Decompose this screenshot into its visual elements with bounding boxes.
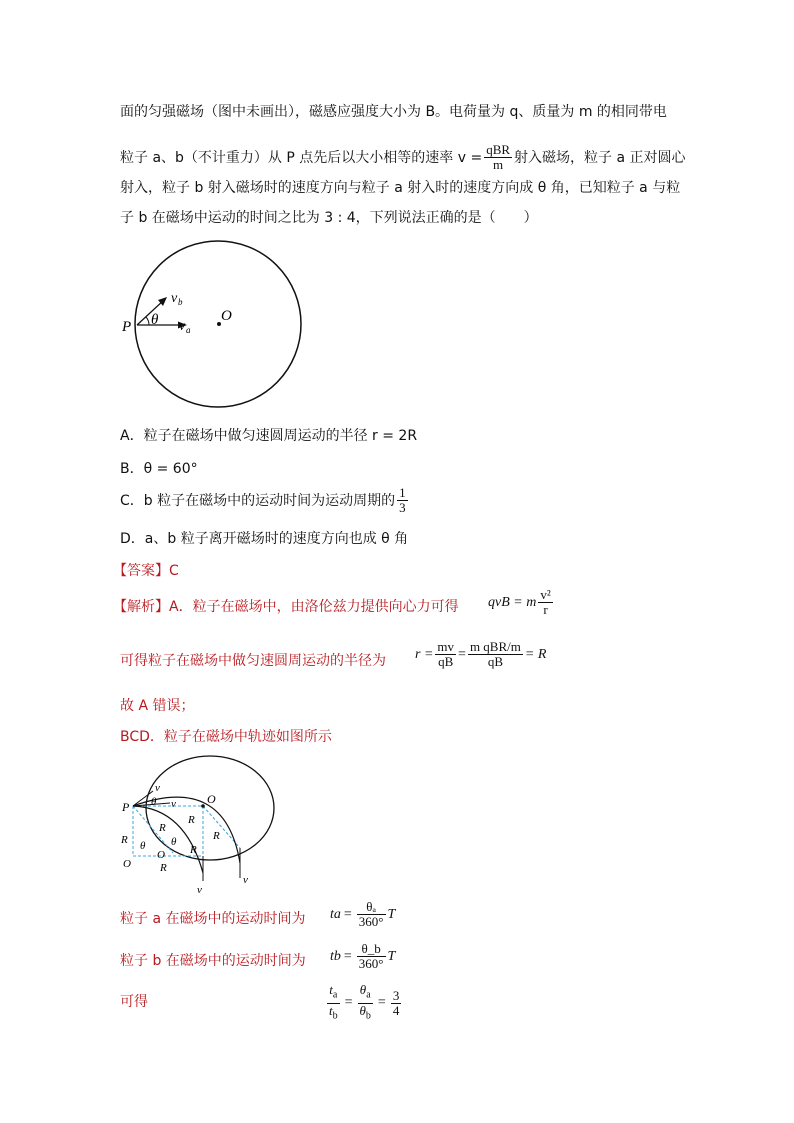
lorentz-formula-left: qvB = m bbox=[488, 594, 537, 610]
label-vb-sub: b bbox=[178, 297, 183, 307]
fig2-label-P: P bbox=[122, 800, 130, 814]
fig2-label-theta-a: θ bbox=[140, 840, 146, 852]
ratio-theta-b: $\theta_b$ bbox=[359, 1002, 371, 1022]
fig2-label-theta: θ bbox=[151, 796, 157, 808]
ratio-frac-theta bbox=[358, 983, 373, 1023]
ratio-formula: $\frac{t_a}{t_b}$ = $\frac{\theta_a}{\theta_b}$ = $\frac{3}{4}$ bbox=[329, 982, 400, 1022]
lorentz-num: v² bbox=[540, 587, 551, 602]
tb-lhs: t bbox=[330, 948, 334, 964]
fig2-label-R6: R bbox=[160, 862, 167, 874]
theta-arc bbox=[146, 317, 149, 325]
tb-text: 粒子 b 在磁场中的运动时间为 bbox=[120, 953, 306, 969]
tb-den: 360° bbox=[358, 956, 384, 971]
lorentz-formula bbox=[488, 588, 555, 617]
figure-2-trajectory-diagram bbox=[115, 753, 285, 898]
option-C-fraction bbox=[397, 486, 408, 515]
option-D: D．a、b 粒子离开磁场时的速度方向也成 θ 角 bbox=[120, 531, 409, 547]
radius-rhs: = R bbox=[524, 646, 547, 662]
ratio-tb: $t_b$ bbox=[329, 1002, 338, 1022]
dashed-b-radius bbox=[133, 806, 173, 853]
fig2-label-R1: R bbox=[121, 834, 128, 846]
tb-num: θ_b bbox=[361, 941, 381, 956]
lorentz-den: r bbox=[538, 602, 552, 617]
ta-sub: a bbox=[333, 906, 341, 922]
BCD-line: BCD．粒子在磁场中轨迹如图所示 bbox=[120, 729, 332, 745]
answer-value: C bbox=[169, 563, 179, 579]
radius-num1: mv bbox=[437, 639, 455, 654]
ta-num: θₐ bbox=[366, 899, 377, 914]
answer-line bbox=[113, 562, 179, 580]
question-line-2-start: 粒子 a、b（不计重力）从 P 点先后以大小相等的速率 v = bbox=[120, 149, 483, 166]
label-P: P bbox=[122, 319, 132, 335]
fig2-label-vb-top: v bbox=[155, 782, 160, 794]
A-wrong-line: 故 A 错误； bbox=[120, 698, 195, 714]
question-line-4: 子 b 在磁场中运动的时间之比为 3 : 4，下列说法正确的是（ ） bbox=[120, 210, 538, 226]
tb-T: T bbox=[387, 948, 396, 964]
ratio-theta-a: $\theta_a$ bbox=[359, 982, 371, 1001]
analysis-label: 【解析】 bbox=[113, 599, 169, 615]
lorentz-formula-fraction bbox=[538, 588, 552, 617]
ratio-num: 3 bbox=[392, 987, 400, 1003]
ta-lhs: t bbox=[330, 906, 334, 922]
radius-num2: m qBR/m bbox=[469, 639, 521, 654]
option-C-text: C．b 粒子在磁场中的运动时间为运动周期的 bbox=[120, 492, 396, 509]
fig2-label-Oa: O bbox=[123, 858, 131, 870]
fig2-label-va-top: v bbox=[171, 798, 176, 810]
vb-top-arrow bbox=[133, 791, 153, 806]
ta-text: 粒子 a 在磁场中的运动时间为 bbox=[120, 911, 306, 927]
fig2-label-va-out: v bbox=[197, 884, 202, 896]
option-A: A．粒子在磁场中做匀速圆周运动的半径 r = 2R bbox=[120, 428, 418, 444]
radius-formula bbox=[415, 640, 546, 669]
fig2-label-O: O bbox=[207, 792, 216, 806]
question-line-3: 射入，粒子 b 射入磁场时的速度方向与粒子 a 射入时的速度方向成 θ 角，已知粒子 a 与粒 bbox=[120, 180, 681, 196]
ta-frac bbox=[357, 900, 386, 929]
fig2-label-R5: R bbox=[190, 844, 197, 856]
radius-frac-1 bbox=[435, 640, 456, 669]
question-line-2 bbox=[120, 143, 686, 172]
speed-fraction bbox=[484, 143, 512, 172]
radius-lhs: r = bbox=[415, 646, 434, 662]
ta-T: T bbox=[387, 906, 396, 922]
radius-den1: qB bbox=[435, 654, 456, 669]
center-O bbox=[201, 804, 205, 808]
question-line-1: 面的匀强磁场（图中未画出），磁感应强度大小为 B。电荷量为 q、质量为 m 的相同带电 bbox=[120, 104, 667, 120]
tb-formula: t b = $\frac{\theta\_b}{360^\circ}$ T bbox=[330, 941, 396, 971]
label-O: O bbox=[221, 308, 232, 324]
speed-fraction-num: qBR bbox=[486, 142, 511, 157]
tb-sub: b bbox=[333, 948, 341, 964]
ta-den: 360° bbox=[358, 914, 384, 929]
fig2-label-theta-b: θ bbox=[171, 836, 177, 848]
label-vb: v bbox=[171, 291, 178, 306]
fig2-label-R4: R bbox=[213, 830, 220, 842]
fig2-label-Ob: O bbox=[157, 849, 165, 861]
tb-frac bbox=[357, 942, 386, 971]
ratio-ta: $t_a$ bbox=[329, 982, 338, 1001]
analysis-step-A-text: A．粒子在磁场中，由洛伦兹力提供向心力可得 bbox=[169, 599, 459, 615]
ratio-frac-t bbox=[327, 983, 340, 1023]
label-va: v bbox=[179, 319, 186, 334]
label-va-sub: a bbox=[186, 325, 191, 335]
ratio-text: 可得 bbox=[120, 994, 148, 1010]
radius-frac-2 bbox=[468, 640, 523, 669]
ratio-den: 4 bbox=[392, 1002, 400, 1018]
option-C-num: 1 bbox=[399, 485, 406, 500]
option-C bbox=[120, 486, 410, 515]
ta-formula: t a = $\frac{\text{θₐ}}{360^\circ}$ T bbox=[330, 899, 396, 929]
option-C-den: 3 bbox=[399, 500, 406, 515]
speed-fraction-den: m bbox=[484, 157, 512, 172]
fig2-label-R3: R bbox=[159, 822, 166, 834]
ratio-frac-value bbox=[391, 989, 402, 1018]
fig2-label-R2: R bbox=[188, 814, 195, 826]
fig2-label-vb-out: v bbox=[243, 874, 248, 886]
radius-eq: = bbox=[458, 646, 466, 662]
analysis-step-A bbox=[113, 598, 459, 616]
label-theta: θ bbox=[151, 312, 159, 328]
question-line-2-end: 射入磁场，粒子 a 正对圆心 bbox=[514, 149, 686, 166]
option-B: B．θ = 60° bbox=[120, 461, 198, 477]
radius-den2: qB bbox=[468, 654, 523, 669]
figure-1-circle-diagram bbox=[115, 238, 315, 413]
answer-label: 【答案】 bbox=[113, 563, 169, 579]
radius-text: 可得粒子在磁场中做匀速圆周运动的半径为 bbox=[120, 653, 386, 669]
